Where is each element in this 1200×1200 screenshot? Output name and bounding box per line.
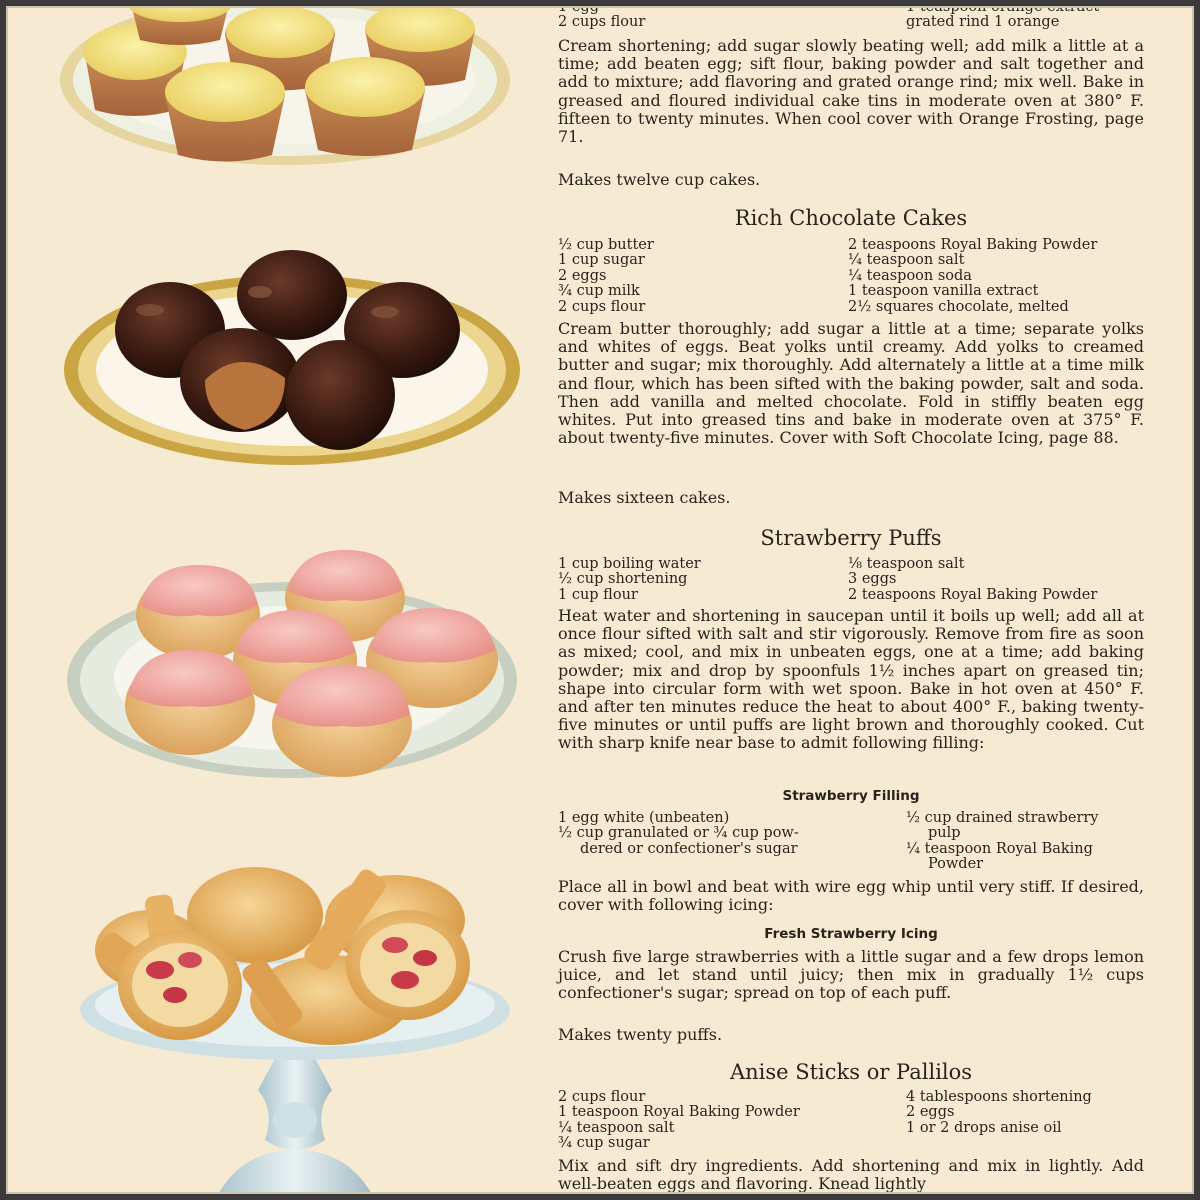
top-directions: Cream shortening; add sugar slowly beating well; add milk a little at a time; add beaten egg; sift flour, baking powder and salt together and add to mixture; add flavoring and grated orange rind; mix well. Bake in greased and floured individual cake tins in moderate oven at 380° F. fifteen to twenty minutes. When cool cover with Orange Frosting, page 71. [558, 36, 1144, 147]
ingredient: 2 cups flour [558, 298, 646, 315]
top-yield: Makes twelve cup cakes. [558, 170, 761, 189]
ingredient: 2½ squares chocolate, melted [848, 298, 1069, 315]
ingredient: 2 teaspoons Royal Baking Powder [848, 237, 1098, 253]
anise-directions: Mix and sift dry ingredients. Add shortening and mix in lightly. Add well-beaten eggs and flavoring. Knead lightly [558, 1156, 1144, 1194]
filling-directions: Place all in bowl and beat with wire egg whip until very stiff. If desired, cover with following icing: [558, 877, 1144, 915]
ingredient: 1 teaspoon Royal Baking Powder [558, 1104, 800, 1121]
ingredient: 1 egg white (unbeaten) [558, 810, 730, 826]
ingredient: 1 teaspoon vanilla extract [848, 283, 1039, 300]
ingredient: 2 eggs [906, 1104, 955, 1121]
ingredient: pulp [928, 825, 961, 842]
ingredient: 1 cup flour [558, 586, 638, 603]
strawberry-icing-title: Fresh Strawberry Icing [764, 926, 938, 942]
ingredient: 1 teaspoon orange extract [906, 0, 1100, 15]
ingredient: dered or confectioner's sugar [580, 840, 798, 857]
ingredient: 3 eggs [848, 571, 897, 588]
ingredient: ¾ cup milk [558, 283, 640, 300]
ingredient: 1 cup boiling water [558, 556, 701, 572]
ingredient: ¾ cup sugar [558, 1135, 650, 1152]
icing-directions: Crush five large strawberries with a little sugar and a few drops lemon juice, and let stand until juicy; then mix in gradually 1½ cups confectioner's sugar; spread on top of each puff. [558, 947, 1144, 1003]
ingredient: Powder [928, 856, 984, 873]
ingredient: 4 tablespoons shortening [906, 1089, 1092, 1105]
ingredient: ½ cup drained strawberry [906, 810, 1099, 826]
ingredient: ¼ teaspoon soda [848, 267, 972, 284]
chocolate-yield: Makes sixteen cakes. [558, 488, 731, 507]
ingredient: 2 cups flour [558, 1089, 646, 1105]
ingredient: 1 or 2 drops anise oil [906, 1119, 1062, 1136]
ingredient: 2 eggs [558, 267, 607, 284]
ingredient: ¼ teaspoon Royal Baking [906, 840, 1093, 857]
anise-title: Anise Sticks or Pallilos [729, 1060, 973, 1084]
ingredient: 1 cup sugar [558, 252, 645, 269]
ingredient: ½ cup shortening [558, 571, 688, 588]
ingredient: 2 teaspoons Royal Baking Powder [848, 586, 1098, 603]
strawberry-filling-title: Strawberry Filling [782, 788, 920, 804]
ingredient: ½ cup granulated or ¾ cup pow- [558, 825, 799, 842]
ingredient: ¼ teaspoon salt [558, 1119, 675, 1136]
ingredient: ⅛ teaspoon salt [848, 556, 965, 572]
ingredient: 1 egg [558, 0, 599, 15]
strawberry-title: Strawberry Puffs [760, 526, 942, 550]
ingredient: grated rind 1 orange [906, 14, 1060, 31]
chocolate-title: Rich Chocolate Cakes [734, 206, 968, 230]
ingredient: ¼ teaspoon salt [848, 252, 965, 269]
strawberry-directions: Heat water and shortening in saucepan until it boils up well; add all at once flour sifted with salt and stir vigorously. Remove from fire as soon as mixed; cool, and mix in unbeaten eggs, one at a time; add baking powder; mix and drop by spoonfuls 1½ inches apart on greased tin; shape into circular form with wet spoon. Bake in hot oven at 450° F. and after ten minutes reduce the heat to about 400° F., baking twenty-five minutes or until puffs are light brown and thoroughly cooked. Cut with sharp knife near base to admit following filling: [558, 606, 1144, 753]
chocolate-directions: Cream butter thoroughly; add sugar a little at a time; separate yolks and whites of eggs. Beat yolks until creamy. Add yolks to creamed butter and sugar; mix thoroughly. Add alternately a little at a time milk and flour, which has been sifted with the baking powder, salt and soda. Then add vanilla and melted chocolate. Fold in stiffly beaten egg whites. Put into greased tins and bake in moderate oven at 375° F. about twenty-five minutes. Cover with Soft Chocolate Icing, page 88. [558, 319, 1144, 448]
ingredient: ½ cup butter [558, 237, 654, 253]
ingredient: 2 cups flour [558, 14, 646, 31]
strawberry-yield: Makes twenty puffs. [558, 1025, 723, 1044]
